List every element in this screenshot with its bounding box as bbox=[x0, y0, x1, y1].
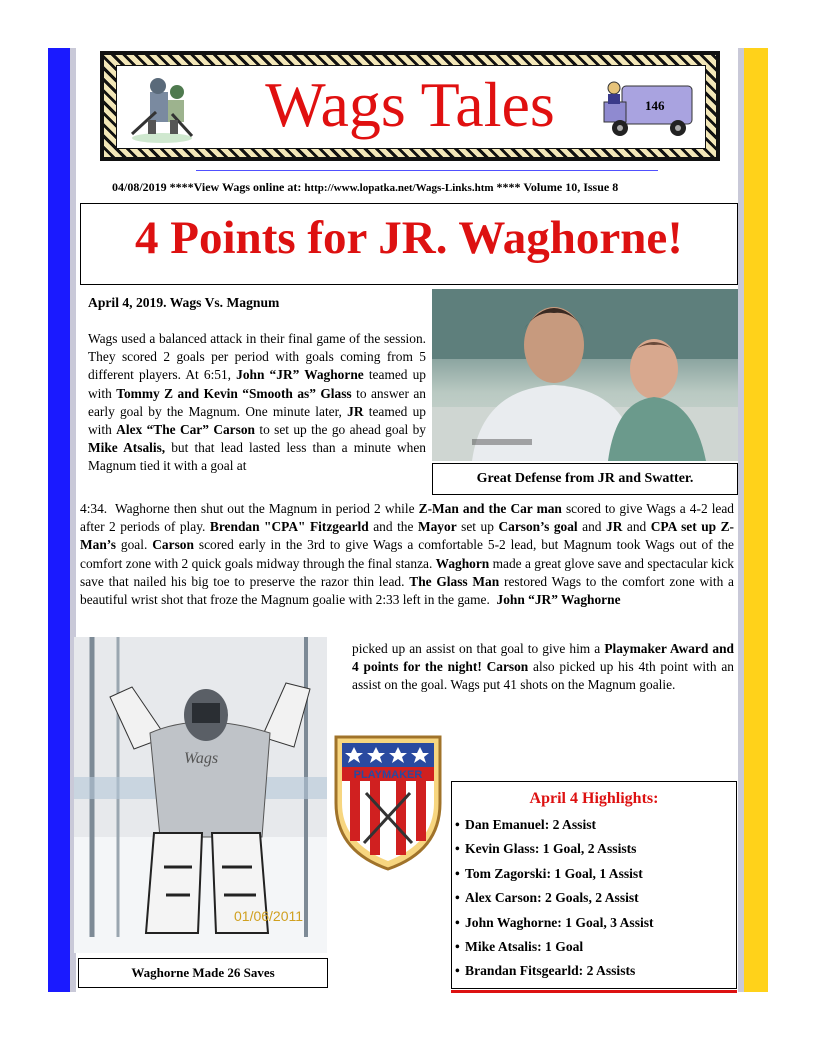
photo1-caption: Great Defense from JR and Swatter. bbox=[432, 463, 738, 495]
dateline bbox=[112, 180, 732, 195]
highlights-list bbox=[455, 815, 735, 986]
jersey-text: Wags bbox=[184, 750, 219, 767]
list-item: • Mike Atsalis: 1 Goal bbox=[455, 937, 735, 961]
playmaker-badge-icon bbox=[332, 733, 444, 873]
article-paragraph-1: Wags used a balanced attack in their final game of the session. They scored 2 goals per period with goals coming from 5 different players. At 6:51, John “JR” Waghorne teamed up with Tommy Z and Kevin “Smooth as” Glass to answer an early goal by the Magnum. One minute later, JR teamed up with Alex “The Car” Carson to set up the go ahead goal by Mike Atsalis, but that lead lasted less than a minute when Magnum tied it with a goal at bbox=[88, 331, 427, 474]
article-date-line: April 4, 2019. Wags Vs. Magnum bbox=[88, 295, 280, 310]
bullet-icon: • bbox=[455, 865, 460, 881]
list-item: • Tom Zagorski: 1 Goal, 1 Assist bbox=[455, 864, 735, 888]
bullet-icon: • bbox=[455, 914, 460, 930]
bullet-icon: • bbox=[455, 938, 460, 954]
bullet-icon: • bbox=[455, 817, 460, 832]
list-item: • Alex Carson: 2 Goals, 2 Assist bbox=[455, 888, 735, 912]
volume-text: **** Volume 10, Issue 8 bbox=[496, 180, 619, 194]
bullet-icon: • bbox=[455, 963, 460, 979]
masthead-rule bbox=[196, 170, 658, 171]
view-online-text: ****View Wags online at: bbox=[169, 180, 302, 194]
highlights-title: April 4 Highlights: bbox=[529, 790, 659, 807]
wags-links-url[interactable]: http://www.lopatka.net/Wags-Links.htm bbox=[304, 182, 494, 194]
photo-date-stamp: 01/06/2011 bbox=[234, 908, 304, 924]
photo-jr-and-swatter bbox=[432, 289, 738, 461]
issue-number: 146 bbox=[645, 98, 665, 113]
photo-waghorne-goalie bbox=[74, 637, 327, 953]
goalie-photo-illustration bbox=[74, 637, 327, 953]
bullet-icon: • bbox=[455, 890, 460, 906]
highlights-red-rule bbox=[451, 990, 737, 993]
issue-date: 04/08/2019 bbox=[112, 180, 167, 194]
bullet-icon: • bbox=[455, 841, 460, 857]
list-item: • Dan Emanuel: 2 Assist bbox=[455, 815, 735, 839]
article-paragraph-2: 4:34. Waghorne then shut out the Magnum in period 2 while Z-Man and the Car man scored to give Wags a 4-2 lead after 2 periods of play. Brendan "CPA" Fitzgearld and the Mayor set up Carson’s goal and JR and CPA set up Z-Man’s goal. Carson scored early in the 3rd to give Wags a comfortable 5-2 lead, but Magnum took Wags out of the comfort zone with 2 quick goals midway through the final stanza. Waghorn made a great glove save and spectacular kick save that nailed his big toe to preserve the razor thin lead. The Glass Man restored Wags to the comfort zone with a beautiful wrist shot that froze the Magnum goalie with 2:33 left in the game. John “JR” Waghorne bbox=[80, 501, 735, 608]
photo2-caption: Waghorne Made 26 Saves bbox=[78, 958, 328, 988]
list-item: • Kevin Glass: 1 Goal, 2 Assists bbox=[455, 839, 735, 863]
badge-text: PLAYMAKER bbox=[353, 769, 423, 781]
left-border-bar bbox=[48, 48, 70, 992]
masthead-title: Wags Tales bbox=[265, 69, 555, 140]
headline: 4 Points for JR. Waghorne! bbox=[135, 212, 683, 264]
article-paragraph-3: picked up an assist on that goal to give him a Playmaker Award and 4 points for the night! Carson also picked up his 4th point with an assist on the goal. Wags put 41 shots on the Magnum goalie. bbox=[352, 641, 734, 693]
players-photo-illustration bbox=[432, 289, 738, 461]
list-item: • Brandan Fitsgearld: 2 Assists bbox=[455, 961, 735, 985]
list-item: • John Waghorne: 1 Goal, 3 Assist bbox=[455, 913, 735, 937]
right-border-bar bbox=[744, 48, 768, 992]
hockey-players-clipart-icon bbox=[122, 72, 202, 146]
